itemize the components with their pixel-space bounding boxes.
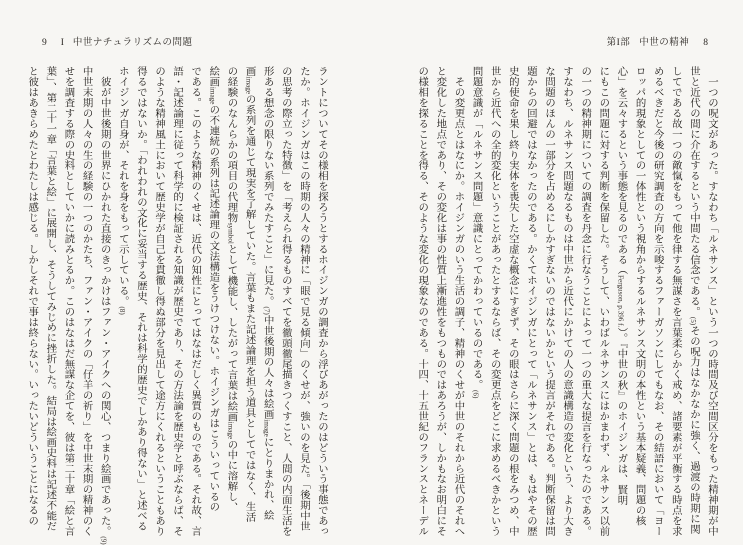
part-label: 第I部 [606, 38, 631, 48]
text-column: にもこの問題に対する判断を保留した。そうして、いわばルネサンスにはかまわず、ルネサンス以前 [597, 66, 609, 537]
text-column: 彼が中世後期の世界にひかれた直接のきっかけはファン・アイクへの関心、つまり絵画であった。(9) [98, 66, 110, 545]
text-column: 問題意識が「ルネサンス問題」意識にとってかわっているのである。(6) [470, 66, 482, 399]
page-right [372, 0, 743, 541]
text-column: たか。ホイジンガはこの時期の人々の精神に「眼で見る傾向」のくせが、強いのを見た。「後期中世 [297, 66, 309, 532]
text-column: 世と近代の間に介在するという中間たる信念である。(5)その呪力はなかなかに強く、過渡の時期に関 [687, 66, 699, 535]
text-column: と彼はあきらめたとわたしは感じる。しかしそれで事は終らない。いったいどういうことになるの [26, 66, 38, 526]
text-column: の思考の際立った特徴」を「考えられ得るものすべてを徹頭徹尾描きつくすこと、人間の内面生活を [279, 66, 291, 537]
part-title: 中世の精神 [639, 38, 690, 48]
text-column: 心」を云々するという事態を見るのである（Ferguson, p.396 f.）。『中世の秋』のホイジンガは、賢明 [615, 66, 627, 506]
text-column: 世から近代への全的変化ということがあったとするならば、その変更点をどこに求めるべきかという [488, 66, 500, 537]
left-text-block [22, 66, 330, 545]
left-running-head [42, 37, 192, 49]
chapter-number: I [60, 38, 64, 48]
text-column: である。このような精神のくせは、近代の知性にとってはなはだしく異質のものである。それ故、言 [189, 66, 201, 537]
right-running-head [607, 37, 708, 49]
text-column: その変更点とはなにか。ホイジンガのいう生活の調子、精神のくせが中世のそれから近代のそれへ [452, 66, 464, 537]
left-page-number: 9 [42, 38, 47, 48]
text-column: してである故一つの敵愾をもって他を律する無謀さを言葉柔らかく戒め、諸要素が平衡する時点を求 [669, 66, 681, 537]
text-column: 中世末期の人々の生の経験の一つのかたち、ファン・アイクの「仔羊の祈り」を中世末期の精神のく [80, 66, 92, 537]
text-column: ロッパ的現象としての一体性という視角からするルネサンス文明の本性という基本疑義、問題の核 [633, 66, 645, 526]
text-column: めるべきだと今後の研究調査の方向を示唆するファーガソンにしてもなお、その結語において「ヨー [651, 66, 663, 537]
chapter-title: 中世ナチュラリズムの問題 [72, 38, 193, 48]
text-column: すなわち、ルネサンス問題なるものは中世から近代にかけての人の意識構造の変化という、より大き [561, 66, 573, 537]
text-column: 形ある想念の限りない系列でみたすこと」に見た。(7)中世後期の人々は絵画imageにとりまかれ、絵 [261, 66, 273, 521]
text-column: 絵画imageの不連続の系列は記述論理の文法構造をうけつけない。ホイジンガはこういっているの [207, 66, 219, 513]
page-left [0, 0, 371, 545]
text-column: のような精神風土において歴史学が自己を貫徹し得ぬ部分を見出して途方にくれるということもあり [153, 66, 165, 537]
text-column: な問題のほんの一部分を占めるにしかすぎないのではないかという提言がそれである。判断保留は問 [543, 66, 555, 537]
right-text-block [412, 66, 720, 537]
text-column: 史的使命を果し終り実体を喪失した空虚な概念にすぎず、その眼はさらに深く問題の根をみつめ、中 [506, 66, 518, 537]
text-column: 葉」、第二十一章「言葉と絵」に展開し、そうしてみじめに挫折した。結局は絵画史料は記述不能だ [44, 66, 56, 532]
text-column: ラントについてその様相を探ろうとするホイジンガの調査から浮びあがったのはどういう事態であっ [316, 66, 327, 537]
text-column: せを調査する際の史料としていかに読みとるか。このはなはだ無謀な企てを、彼は第二十章「絵と言 [62, 66, 74, 537]
text-column: 得るではないか。「われわれの文化に妥当する歴史、それは科学的歴史でしかあり得ない」と述べる [134, 66, 146, 532]
text-column: 画imageの系列を通じて現実を了解していた。言葉もまた記述論理を担う道具としてではなく、生活 [243, 66, 255, 523]
text-column: の様相を探ることを得る、そのような変化の現象なのである。十四、十五世紀のフランスとネーデル [416, 66, 428, 537]
text-column: と変化した地点であり、その変化は事の性質上漸進性をもつものではあろうが、しかもなお明白にそ [434, 66, 446, 537]
text-column: 語・記述論理に従って科学的に検証される知識が歴史であり、その方法論を歴史学と呼ぶならば、そ [171, 66, 183, 537]
text-column: 題からの回避ではなかったのである。かくてホイジンガにとって「ルネサンス」とは、もはやその歴 [524, 66, 536, 537]
text-column: 一つの呪文があった。すなわち「ルネサンス」という一つの時間及び空間区分をもった精神期が中 [706, 66, 717, 537]
right-page-number: 8 [703, 38, 708, 48]
text-column: ホイジンガ自身が、それを身をもって示している。(8) [116, 66, 128, 315]
text-column: の一つの精神期についての調査を丹念に行なうことによって一つの重大な提言を行なったのである。 [579, 66, 591, 537]
text-column: の経験のなんらかの項目の代理物symbolとして機能し、したがって言葉は絵画imageの中に溶解し、 [225, 66, 237, 513]
